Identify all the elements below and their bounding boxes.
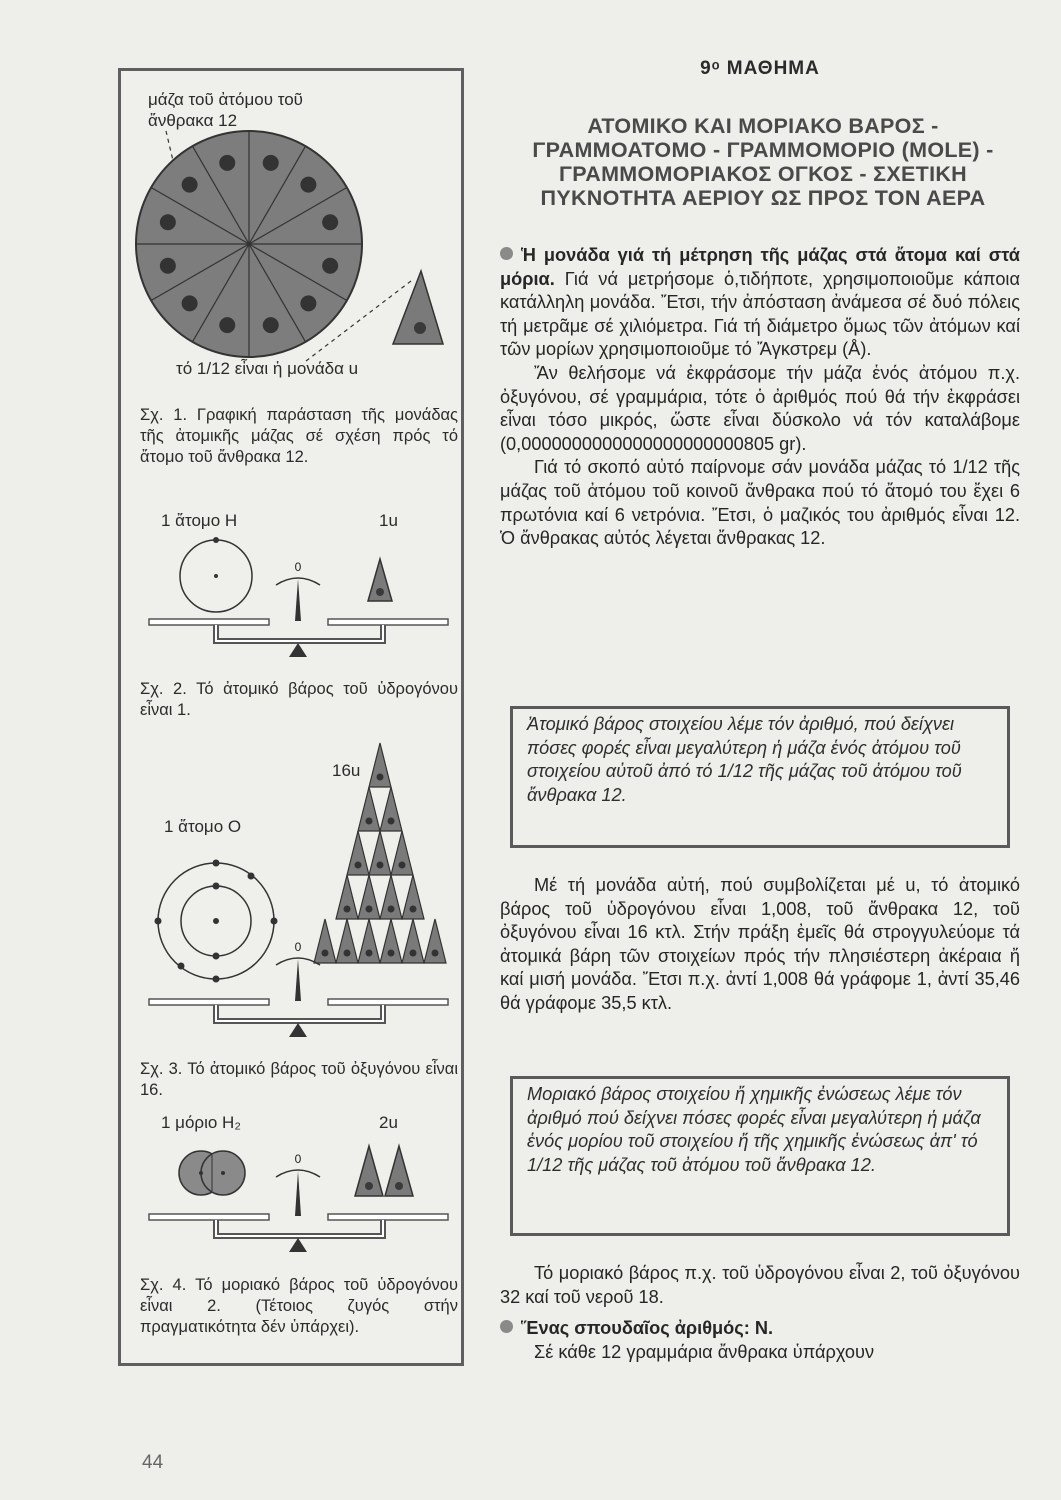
page-number: 44 xyxy=(142,1452,164,1473)
fig1-carbon-disc xyxy=(121,71,461,371)
section-mass-unit xyxy=(500,244,1020,551)
fig3-scale-zero: 0 xyxy=(294,940,302,954)
section-avogadro-heading xyxy=(500,1317,1020,1341)
fig4-molecule-label: 1 μόριο H₂ xyxy=(161,1113,241,1132)
paragraph-text: Γιά νά μετρήσομε ὁ,τιδήποτε, χρησιμοποιοῦμε κάποια κατάλληλη μονάδα. Ἔτσι, τήν ἀπόσταση ἀνάμεσα σέ δυό πόλεις τή μετρᾶμε σέ χιλιόμετρα. Γιά τή διάμετρο ὅμως τῶν ἀτόμων καί τῶν μορίων χρησιμοποιοῦμε τό Ἄγκστρεμ (Å). xyxy=(500,268,1020,360)
fig2-caption: Σχ. 2. Τό ἀτομικό βάρος τοῦ ὑδρογόνου εἶναι 1. xyxy=(140,680,458,719)
fig3-caption: Σχ. 3. Τό ἀτομικό βάρος τοῦ ὀξυγόνου εἶναι 16. xyxy=(140,1060,458,1099)
fig1-label: μάζα τοῦ ἀτόμου τοῦ ἄνθρακα 12 xyxy=(148,90,303,130)
bullet-icon xyxy=(500,247,513,260)
paragraph: Σέ κάθε 12 γραμμάρια ἄνθρακα ὑπάρχουν xyxy=(534,1341,875,1362)
fig4-balance xyxy=(121,1131,461,1261)
paragraph: Ἄν θελήσομε νά ἐκφράσομε τήν μάζα ἑνός ἀτόμου π.χ. ὀξυγόνου, σέ γραμμάρια, τότε ὁ ἀριθμός πού θά τήν ἐκφράσει εἶναι τόσο μικρός, ὥστε εἶναι δύσκολο νά τόν καταλάβομε (0,0000000000000000000000805 gr). xyxy=(500,362,1020,454)
fig2-mass-label: 1u xyxy=(379,511,398,530)
fig1-caption: Σχ. 1. Γραφική παράσταση τῆς μονάδας τῆς ἀτομικῆς μάζας σέ σχέση πρός τό ἄτομο τοῦ ἄνθρακα 12. xyxy=(140,406,458,466)
lesson-label: 9ᵒ ΜΑΘΗΜΑ xyxy=(700,58,820,79)
fig2-atom-label: 1 ἄτομο H xyxy=(161,511,238,530)
section-examples xyxy=(500,1262,1020,1364)
paragraph: Γιά τό σκοπό αὐτό παίρνομε σάν μονάδα μάζας τό 1/12 τῆς μάζας τοῦ ἀτόμου τοῦ κοινοῦ ἄνθρακα πού τό ἄτομό του ἔχει 6 πρωτόνια καί 6 νετρόνια. Ἔτσι, ὁ μαζικός του ἀριθμός εἶναι 12. Ὁ ἄνθρακας αὐτός λέγεται ἄνθρακας 12. xyxy=(500,457,1020,549)
section-rounding xyxy=(500,874,1020,1016)
bullet-icon xyxy=(500,1320,513,1333)
fig2-balance xyxy=(121,531,461,666)
fig2-scale-zero: 0 xyxy=(294,560,302,574)
page-title: ΑΤΟΜΙΚΟ ΚΑΙ ΜΟΡΙΑΚΟ ΒΑΡΟΣ - ΓΡΑΜΜΟΑΤΟΜΟ - ΓΡΑΜΜΟΜΟΡΙΟ (MOLE) - ΓΡΑΜΜΟΜΟΡΙΑΚΟΣ ΟΓΚΟΣ - ΣΧΕΤΙΚΗ ΠΥΚΝΟΤΗΤΑ ΑΕΡΙΟΥ ΩΣ ΠΡΟΣ ΤΟΝ ΑΕΡΑ xyxy=(532,114,994,210)
fig3-mass-label: 16u xyxy=(332,761,361,780)
section-heading: Ἡ μονάδα γιά τή μέτρηση τῆς μάζας στά ἄτομα καί στά μόρια. xyxy=(500,245,1020,289)
definition-atomic-weight: Ἀτομικό βάρος στοιχείου λέμε τόν ἀριθμό, πού δείχνει πόσες φορές εἶναι μεγαλύτερη ἡ μάζα ἑνός ἀτόμου τοῦ στοιχείου αὐτοῦ ἀπό τό 1/12 τῆς μάζας τοῦ ἀτόμου τοῦ ἄνθρακα 12. xyxy=(510,706,1010,848)
fig4-mass-label: 2u xyxy=(379,1113,398,1132)
section-mass-unit-p1 xyxy=(500,244,1020,362)
figure-sidebar xyxy=(118,68,464,1366)
paragraph: Μέ τή μονάδα αὐτή, πού συμβολίζεται μέ u, τό ἀτομικό βάρος τοῦ ὑδρογόνου εἶναι 1,008, τοῦ ἄνθρακα 12, τοῦ ὀξυγόνου εἶναι 16 κτλ. Στήν πράξη ἐμεῖς θά στρογγυλεύομε τά ἀτομικά βάρη τῶν στοιχείων πρός τήν πλησιέστερη ἀκέραια ἤ καί μισή μονάδα. Ἔτσι π.χ. ἀντί 1,008 θά γράφομε 1, ἀντί 35,46 θά γράφομε 35,5 κτλ. xyxy=(500,875,1020,1013)
fig1-unit-label: τό 1/12 εἶναι ἡ μονάδα u xyxy=(176,359,359,378)
fig4-scale-zero: 0 xyxy=(294,1152,302,1166)
fig4-caption: Σχ. 4. Τό μοριακό βάρος τοῦ ὑδρογόνου εἶναι 2. (Τέτοιος ζυγός στήν πραγματικότητα δέν ὑπάρχει). xyxy=(140,1276,458,1336)
fig3-balance xyxy=(121,731,461,1061)
paragraph: Τό μοριακό βάρος π.χ. τοῦ ὑδρογόνου εἶναι 2, τοῦ ὀξυγόνου 32 καί τοῦ νεροῦ 18. xyxy=(500,1263,1020,1307)
fig3-atom-label: 1 ἄτομο O xyxy=(164,817,242,836)
definition-molecular-weight: Μοριακό βάρος στοιχείου ἤ χημικῆς ἐνώσεως λέμε τόν ἀριθμό πού δείχνει πόσες φορές εἶναι μεγαλύτερη ἡ μάζα ἑνός μορίου τοῦ στοιχείου ἤ τῆς χημικῆς ἐνώσεως ἀπ' τό 1/12 τῆς μάζας τοῦ ἀτόμου τοῦ ἄνθρακα 12. xyxy=(510,1076,1010,1236)
section-heading: Ἕνας σπουδαῖος ἀριθμός: N. xyxy=(521,1318,774,1339)
